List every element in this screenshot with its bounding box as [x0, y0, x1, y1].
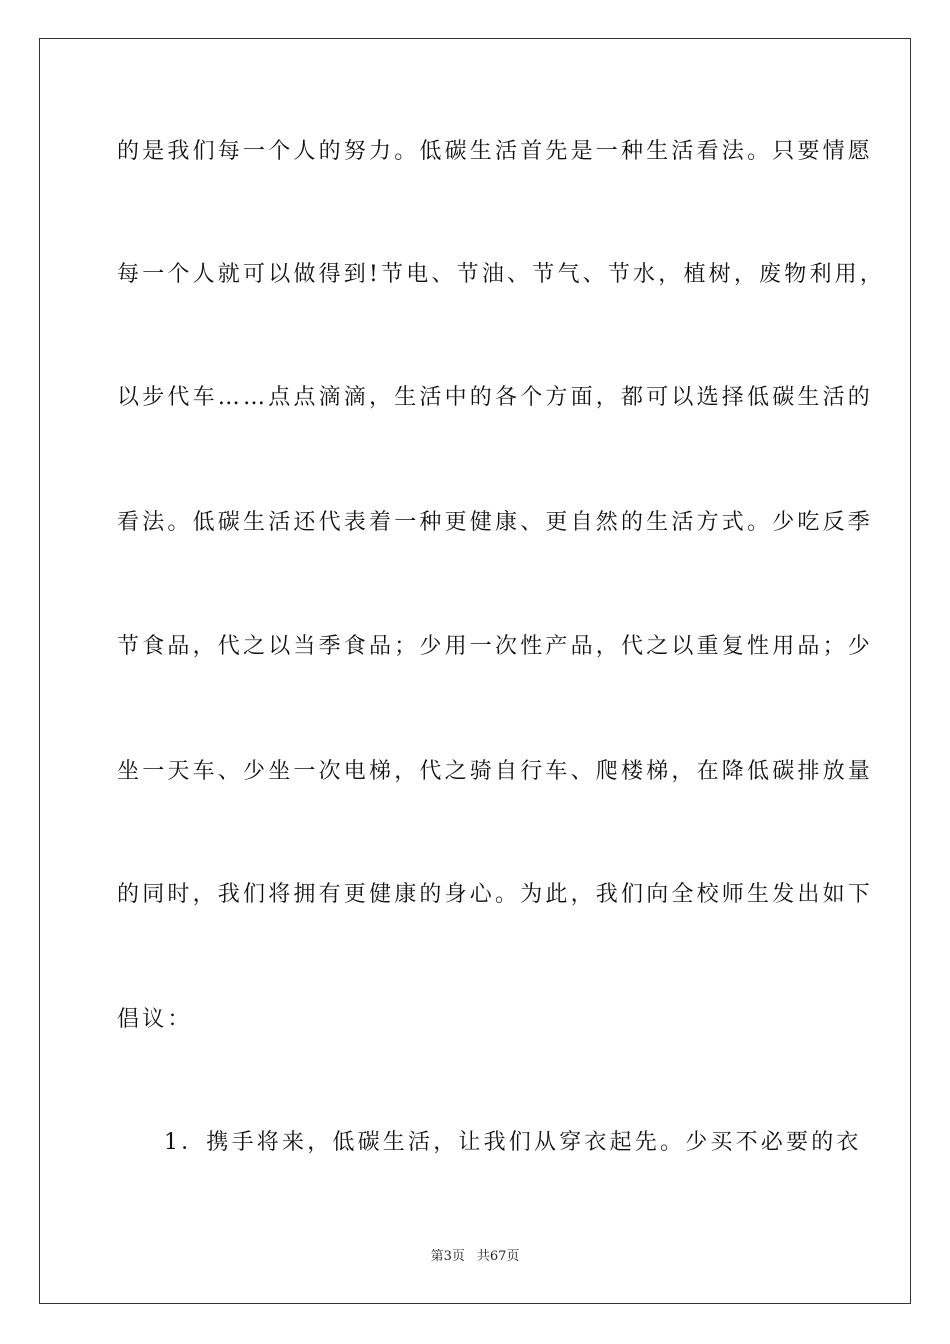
paragraph-line: 节食品，代之以当季食品；少用一次性产品，代之以重复性用品；少 [117, 634, 874, 659]
paragraph-line: 坐一天车、少坐一次电梯，代之骑自行车、爬楼梯，在降低碳排放量 [117, 759, 874, 784]
page-number: 第3页 [430, 1249, 465, 1264]
page-border [39, 38, 911, 1304]
paragraph-line: 的同时，我们将拥有更健康的身心。为此，我们向全校师生发出如下 [117, 882, 874, 907]
paragraph-line: 每一个人就可以做得到!节电、节油、节气、节水，植树，废物利用， [117, 262, 886, 287]
list-item-line: 1．携手将来，低碳生活，让我们从穿衣起先。少买不必要的衣 [164, 1130, 862, 1155]
paragraph-line: 看法。低碳生活还代表着一种更健康、更自然的生活方式。少吃反季 [117, 510, 874, 535]
page-footer [0, 1248, 950, 1266]
paragraph-line: 倡议： [117, 1007, 193, 1032]
paragraph-line: 的是我们每一个人的努力。低碳生活首先是一种生活看法。只要情愿 [117, 139, 874, 164]
paragraph-line: 以步代车……点点滴滴，生活中的各个方面，都可以选择低碳生活的 [117, 385, 874, 410]
total-pages: 共67页 [476, 1249, 520, 1264]
